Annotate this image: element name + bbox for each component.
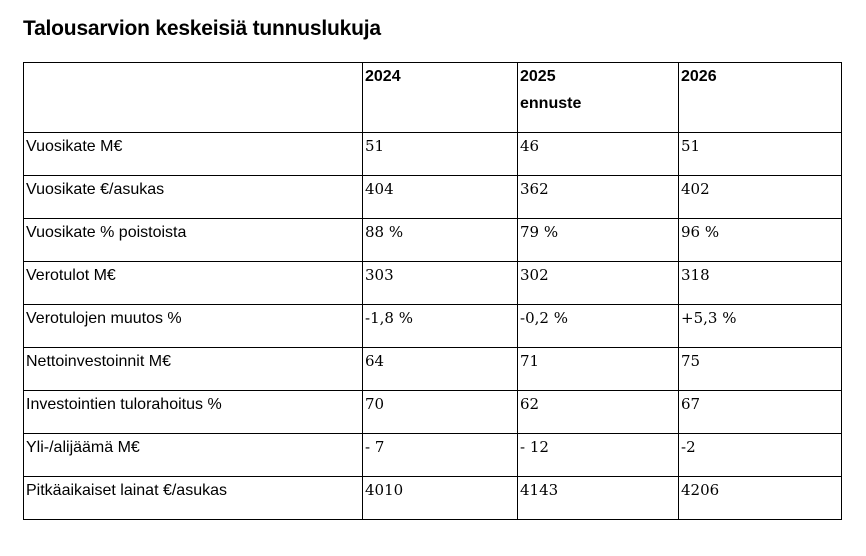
value-2024: 4010 [363, 477, 518, 520]
header-cell-2026 [679, 63, 842, 133]
row-label: Vuosikate €/asukas [24, 176, 363, 219]
row-label: Yli-/alijäämä M€ [24, 434, 363, 477]
value-2026: 96 % [679, 219, 842, 262]
header-cell-2025 [518, 63, 679, 133]
value-2024: 51 [363, 133, 518, 176]
value-2026: 67 [679, 391, 842, 434]
value-2026: 402 [679, 176, 842, 219]
table-row [24, 305, 842, 348]
value-2026: 4206 [679, 477, 842, 520]
row-label: Investointien tulorahoitus % [24, 391, 363, 434]
row-label: Vuosikate % poistoista [24, 219, 363, 262]
value-2025: 46 [518, 133, 679, 176]
table-row [24, 477, 842, 520]
row-label: Nettoinvestoinnit M€ [24, 348, 363, 391]
table-row [24, 348, 842, 391]
value-2024: 303 [363, 262, 518, 305]
value-2024: 404 [363, 176, 518, 219]
table-row [24, 434, 842, 477]
table-row [24, 133, 842, 176]
header-subtitle: ennuste [520, 95, 582, 112]
value-2026: 318 [679, 262, 842, 305]
row-label: Pitkäaikaiset lainat €/asukas [24, 477, 363, 520]
table-row [24, 391, 842, 434]
header-cell-empty [24, 63, 363, 133]
value-2024: 88 % [363, 219, 518, 262]
page-title: Talousarvion keskeisiä tunnuslukuja [23, 17, 381, 40]
table-header-row [24, 63, 842, 133]
value-2024: - 7 [363, 434, 518, 477]
value-2024: 70 [363, 391, 518, 434]
header-year: 2026 [681, 68, 717, 85]
table-row [24, 262, 842, 305]
row-label: Verotulojen muutos % [24, 305, 363, 348]
table-row [24, 219, 842, 262]
value-2024: 64 [363, 348, 518, 391]
header-year: 2025 [520, 68, 556, 85]
value-2025: 4143 [518, 477, 679, 520]
value-2026: -2 [679, 434, 842, 477]
value-2025: 79 % [518, 219, 679, 262]
header-year: 2024 [365, 68, 401, 85]
row-label: Vuosikate M€ [24, 133, 363, 176]
value-2025: 362 [518, 176, 679, 219]
table-row [24, 176, 842, 219]
header-cell-2024 [363, 63, 518, 133]
value-2025: 302 [518, 262, 679, 305]
value-2025: -0,2 % [518, 305, 679, 348]
value-2025: 62 [518, 391, 679, 434]
value-2026: +5,3 % [679, 305, 842, 348]
value-2026: 51 [679, 133, 842, 176]
value-2025: - 12 [518, 434, 679, 477]
key-figures-table [23, 62, 842, 520]
value-2024: -1,8 % [363, 305, 518, 348]
row-label: Verotulot M€ [24, 262, 363, 305]
value-2026: 75 [679, 348, 842, 391]
value-2025: 71 [518, 348, 679, 391]
